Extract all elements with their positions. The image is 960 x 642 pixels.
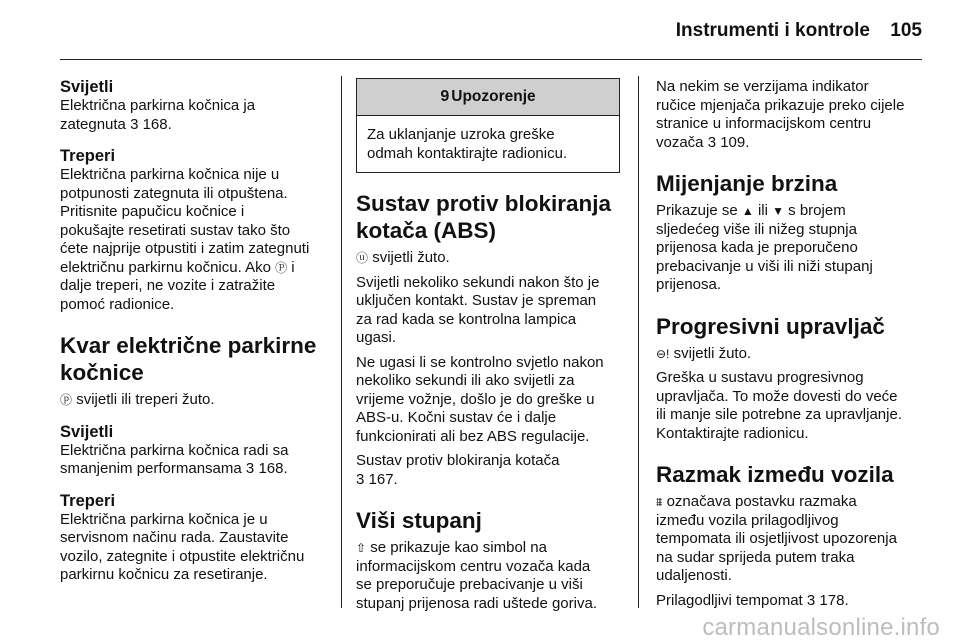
subheading-svijetli: Svijetli	[60, 78, 114, 96]
warning-body: Za uklanjanje uzroka greške odmah kontaktirajte radionicu.	[367, 126, 568, 162]
heading-progressive-steering: Progresivni upravljač	[656, 313, 885, 339]
page-number: 105	[890, 20, 922, 41]
arrow-up-icon: ▲	[741, 204, 754, 218]
paragraph: Električna parkirna kočnica je u servisnom načinu rada. Zaustavite vozilo, zategnite i otpustite električnu parkirnu kočnicu za resetiranje.	[60, 510, 305, 583]
paragraph: ⓤ svijetli žuto.	[356, 249, 450, 266]
page-ref: 167.	[368, 470, 398, 488]
page-ref-icon: 3	[707, 133, 717, 151]
heading-abs: Sustav protiv blokiranja kotača (ABS)	[356, 191, 612, 243]
brake-fault-icon: ⓟ	[60, 393, 73, 407]
warning-box	[356, 78, 620, 173]
running-header-title: Instrumenti i kontrole	[675, 20, 870, 41]
paragraph: Prikazuje se ▲ ili ▼ s brojem sljedećeg više ili nižeg stupnja prijenosa kada je preporučeno prebacivanje u viši ili niži stupanj prijenosa.	[656, 202, 873, 293]
upshift-icon: ⇧	[356, 541, 367, 555]
column-divider-1	[341, 76, 342, 608]
page-ref: 178.	[819, 591, 849, 609]
page-ref-icon: 3	[245, 460, 255, 477]
subheading-treperi: Treperi	[60, 491, 116, 510]
page-ref-icon: 3	[356, 470, 365, 488]
paragraph: Električna parkirna kočnica nije u potpunosti zategnuta ili otpuštena. Pritisnite papučicu kočnice i pokušajte resetirati sustav tako što ćete najprije otpustiti i zatim zategnuti električnu parkirnu kočnicu. Ako Ⓟ i dalje treperi, ne vozite i zatražite pomoć radionice.	[60, 166, 310, 313]
subheading-svijetli: Svijetli	[60, 422, 114, 441]
vehicle-distance-icon: ⩩	[656, 495, 663, 509]
paragraph: ⓟ svijetli ili treperi žuto.	[60, 391, 215, 408]
paragraph: ⇧ se prikazuje kao simbol na informacijskom centru vozača kada se preporučuje prebacivanje u viši stupanj prijenosa radi uštede goriva.	[356, 539, 597, 612]
column-1	[60, 78, 332, 585]
warning-icon: 9	[440, 88, 450, 105]
page-ref-icon: 3	[130, 115, 139, 133]
page-ref: 168.	[258, 460, 288, 477]
column-2	[356, 78, 624, 613]
warning-header: 9 Upozorenje	[357, 79, 619, 116]
subheading-treperi: Treperi	[60, 147, 116, 165]
paragraph: Sustav protiv blokiranja kotača 3 167.	[356, 452, 560, 488]
paragraph: Svijetli nekoliko sekundi nakon što je uključen kontakt. Sustav je spreman za rad kada se kontrolna lampica ugasi.	[356, 273, 600, 346]
header-rule	[60, 59, 922, 60]
column-3	[656, 78, 924, 610]
parking-brake-icon: Ⓟ	[275, 260, 288, 275]
paragraph: ⊖! svijetli žuto.	[656, 344, 752, 362]
paragraph: Prilagodljivi tempomat 3 178.	[656, 591, 849, 609]
paragraph: Električna parkirna kočnica radi sa smanjenim performansama 3 168.	[60, 441, 289, 477]
watermark: carmanualsonline.info	[702, 614, 940, 641]
paragraph: ⩩ označava postavku razmaka između vozila prilagodljivog tempomata ili osjetljivost upozorenja na sudar sprijeda putem traka udaljenosti.	[656, 493, 897, 584]
paragraph: Greška u sustavu progresivnog upravljača. To može dovesti do veće ili manje sile potrebne za upravljanje. Kontaktirajte radionicu.	[656, 369, 902, 442]
paragraph: Ne ugasi li se kontrolno svjetlo nakon nekoliko sekundi ili ako svijetli za vrijeme vožnje, došlo je do greške u ABS-u. Kočni sustav će i dalje funkcionirati ali bez ABS regulacije.	[356, 353, 604, 445]
heading-parking-brake-fault: Kvar električne parkirne kočnice	[60, 333, 317, 385]
page-ref: 109.	[720, 133, 750, 151]
arrow-down-icon: ▼	[772, 204, 784, 218]
steering-fault-icon: ⊖!	[656, 346, 670, 361]
paragraph: Na nekim se verzijama indikator ručice mjenjača prikazuje preko cijele stranice u informacijskom centru vozača 3 109.	[656, 78, 905, 151]
page-ref: 168.	[142, 115, 172, 133]
paragraph: Električna parkirna kočnica ja zategnuta 3 168.	[60, 97, 256, 133]
heading-upshift: Viši stupanj	[356, 508, 482, 533]
heading-vehicle-distance: Razmak između vozila	[656, 462, 894, 487]
column-divider-2	[638, 76, 639, 608]
abs-icon: ⓤ	[356, 251, 369, 265]
heading-gear-shift: Mijenjanje brzina	[656, 171, 838, 196]
page-ref-icon: 3	[806, 591, 816, 609]
